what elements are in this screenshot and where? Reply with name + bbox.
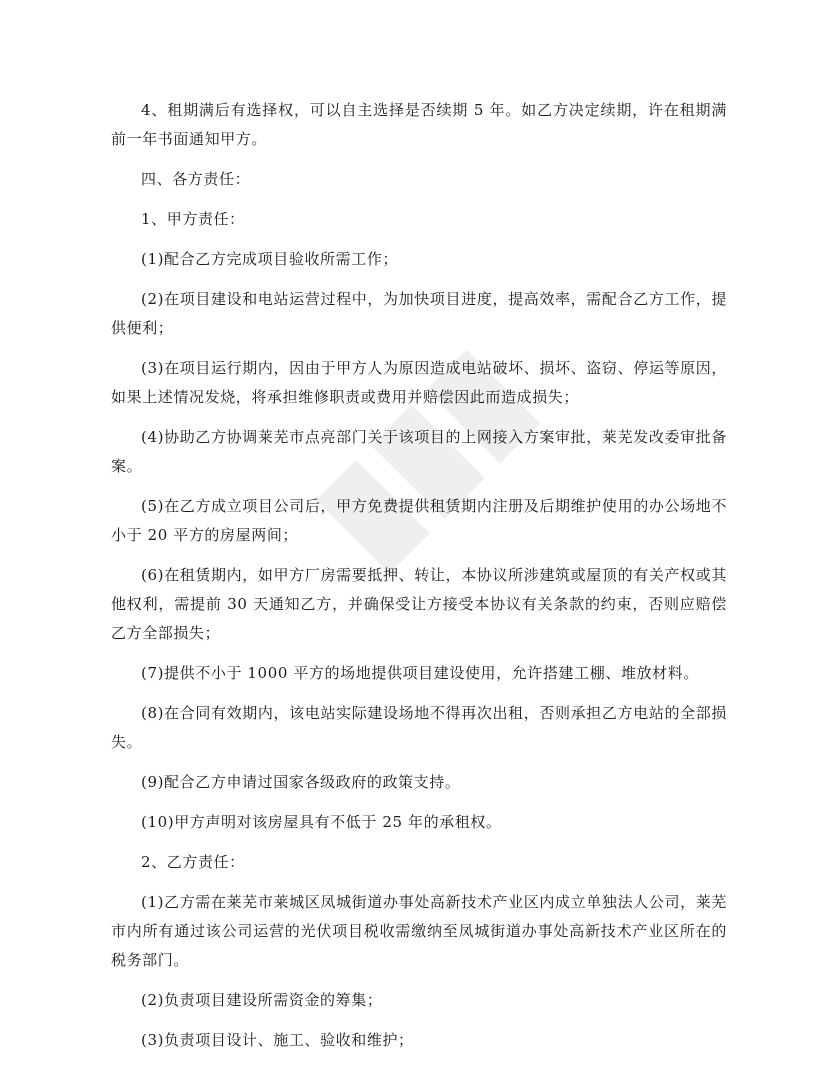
list-item: (10)甲方声明对该房屋具有不低于 25 年的承租权。 — [141, 813, 502, 831]
list-item: (7)提供不小于 1000 平方的场地提供项目建设使用，允许搭建工棚、堆放材料。 — [141, 664, 699, 682]
list-item: (8)在合同有效期内，该电站实际建设场地不得再次出租，否则承担乙方电站的全部损失。 — [111, 704, 727, 751]
heading-responsibilities: 四、各方责任： — [141, 170, 251, 188]
paragraph-renewal-option: 4、租期满后有选择权，可以自主选择是否续期 5 年。如乙方决定续期，许在租期满前一年书面通知甲方。 — [111, 101, 727, 148]
list-item: (3)在项目运行期内，因由于甲方人为原因造成电站破坏、损坏、盗窃、停运等原因，如果上述情况发烧，将承担维修职责或费用并赔偿因此而造成损失； — [111, 359, 727, 406]
list-item: (1)配合乙方完成项目验收所需工作； — [141, 250, 399, 268]
subheading-party-b: 2、乙方责任： — [141, 853, 245, 871]
list-item: (1)乙方需在莱芜市莱城区凤城街道办事处高新技术产业区内成立单独法人公司，莱芜市内所有通过该公司运营的光伏项目税收需缴纳至凤城街道办事处高新技术产业区所在的税务部门。 — [111, 893, 727, 969]
list-item: (5)在乙方成立项目公司后，甲方免费提供租赁期内注册及后期维护使用的办公场地不小于 20 平方的房屋两间； — [111, 497, 727, 544]
subheading-party-a: 1、甲方责任： — [141, 210, 245, 228]
list-item: (2)在项目建设和电站运营过程中，为加快项目进度，提高效率，需配合乙方工作，提供便利； — [111, 290, 727, 337]
list-item: (6)在租赁期内，如甲方厂房需要抵押、转让，本协议所涉建筑或屋顶的有关产权或其他权利，需提前 30 天通知乙方，并确保受让方接受本协议有关条款的约束，否则应赔偿乙方全部损失； — [111, 566, 727, 642]
list-item: (9)配合乙方申请过国家各级政府的政策支持。 — [141, 773, 461, 791]
list-item: (3)负责项目设计、施工、验收和维护； — [141, 1031, 414, 1049]
document-body — [111, 96, 727, 1066]
list-item: (2)负责项目建设所需资金的筹集； — [141, 991, 383, 1009]
list-item: (4)协助乙方协调莱芜市点亮部门关于该项目的上网接入方案审批，莱芜发改委审批备案。 — [111, 428, 727, 475]
